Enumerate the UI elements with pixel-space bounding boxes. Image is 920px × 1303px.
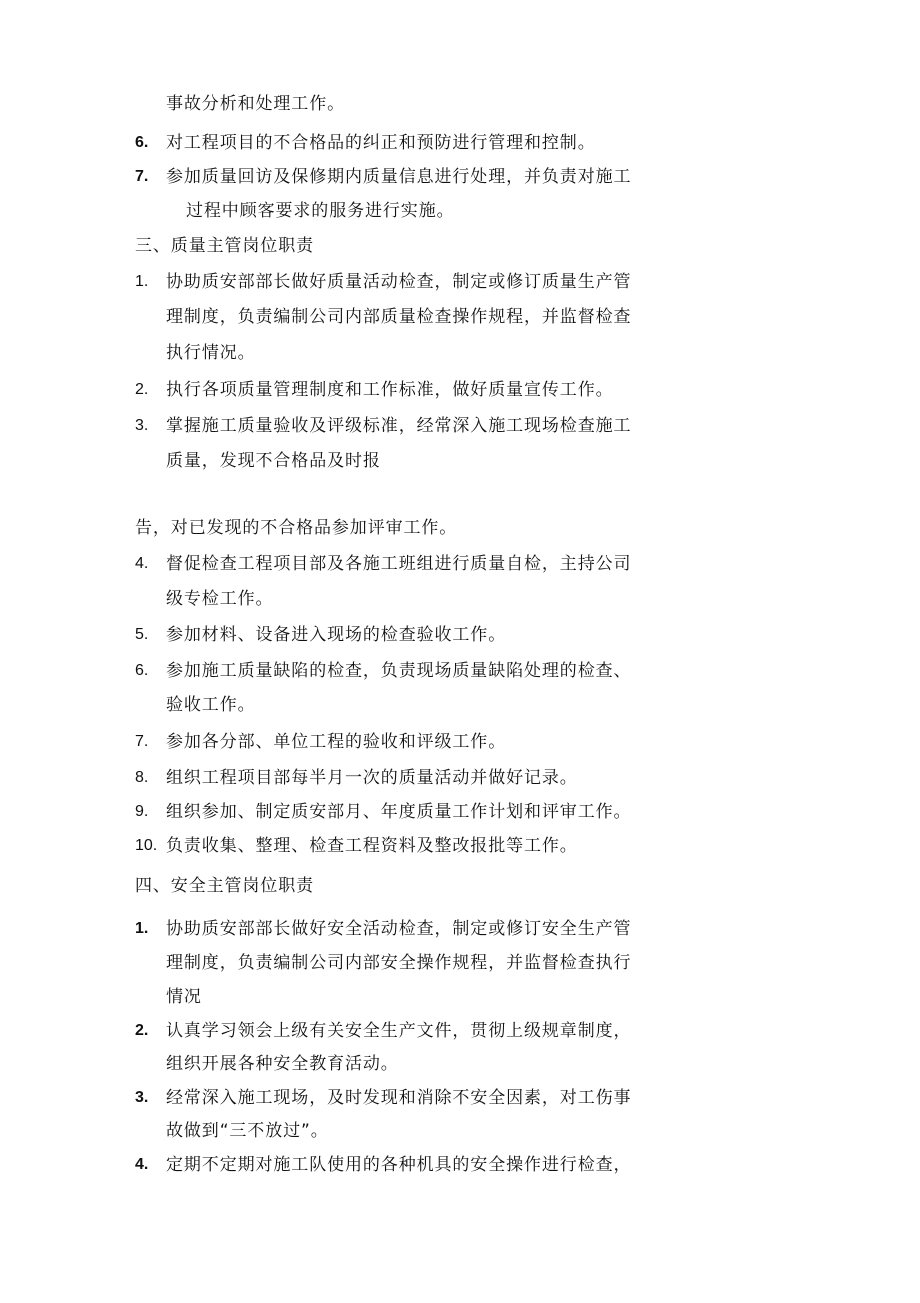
list-item-text: 组织参加、制定质安部月、年度质量工作计划和评审工作。 [166, 802, 632, 822]
list-number: 6. [135, 662, 149, 679]
text-line: 过程中顾客要求的服务进行实施。 [186, 201, 455, 221]
list-number: 8. [135, 769, 149, 786]
list-number: 4. [135, 1156, 149, 1173]
list-item-text: 督促检查工程项目部及各施工班组进行质量自检，主持公司 [166, 554, 632, 574]
list-item-text: 经常深入施工现场，及时发现和消除不安全因素，对工伤事 [166, 1088, 632, 1108]
text-line: 组织开展各种安全教育活动。 [166, 1054, 399, 1074]
list-number: 5. [135, 626, 149, 643]
section-heading: 四、安全主管岗位职责 [135, 876, 314, 896]
text-line: 告，对已发现的不合格品参加评审工作。 [135, 518, 458, 538]
list-item-text: 参加质量回访及保修期内质量信息进行处理，并负责对施工 [166, 167, 632, 187]
list-item-text: 认真学习领会上级有关安全生产文件，贯彻上级规章制度， [166, 1021, 632, 1041]
list-item-text: 对工程项目的不合格品的纠正和预防进行管理和控制。 [166, 133, 596, 153]
list-number: 1. [135, 920, 149, 937]
list-number: 3. [135, 1089, 149, 1106]
list-number: 7. [135, 168, 149, 185]
text-line: 执行情况。 [166, 343, 256, 363]
text-line: 故做到“三不放过”。 [166, 1121, 329, 1141]
list-number: 9. [135, 803, 149, 820]
list-item-text: 参加材料、设备进入现场的检查验收工作。 [166, 625, 507, 645]
list-number: 3. [135, 417, 149, 434]
list-number: 2. [135, 1022, 149, 1039]
list-item-text: 执行各项质量管理制度和工作标准，做好质量宣传工作。 [166, 380, 614, 400]
list-number: 2. [135, 381, 149, 398]
list-item-text: 负责收集、整理、检查工程资料及整改报批等工作。 [166, 836, 578, 856]
list-item-text: 参加各分部、单位工程的验收和评级工作。 [166, 732, 507, 752]
list-number: 6. [135, 134, 149, 151]
list-item-text: 定期不定期对施工队使用的各种机具的安全操作进行检查， [166, 1155, 632, 1175]
list-number: 10. [135, 837, 158, 854]
list-number: 4. [135, 555, 149, 572]
text-line: 情况 [166, 987, 202, 1007]
list-item-text: 掌握施工质量验收及评级标准，经常深入施工现场检查施工 [166, 416, 632, 436]
list-item-text: 协助质安部部长做好质量活动检查，制定或修订质量生产管 [166, 272, 632, 292]
text-line: 级专检工作。 [166, 589, 274, 609]
list-item-text: 参加施工质量缺陷的检查，负责现场质量缺陷处理的检查、 [166, 661, 632, 681]
text-line: 质量，发现不合格品及时报 [166, 451, 381, 471]
text-line: 理制度，负责编制公司内部质量检查操作规程，并监督检查 [166, 307, 632, 327]
text-line: 验收工作。 [166, 695, 256, 715]
list-item-text: 组织工程项目部每半月一次的质量活动并做好记录。 [166, 768, 578, 788]
list-number: 7. [135, 733, 149, 750]
text-line: 事故分析和处理工作。 [166, 94, 345, 114]
section-heading: 三、质量主管岗位职责 [135, 236, 314, 256]
list-number: 1. [135, 273, 149, 290]
list-item-text: 协助质安部部长做好安全活动检查，制定或修订安全生产管 [166, 919, 632, 939]
text-line: 理制度，负责编制公司内部安全操作规程，并监督检查执行 [166, 953, 632, 973]
